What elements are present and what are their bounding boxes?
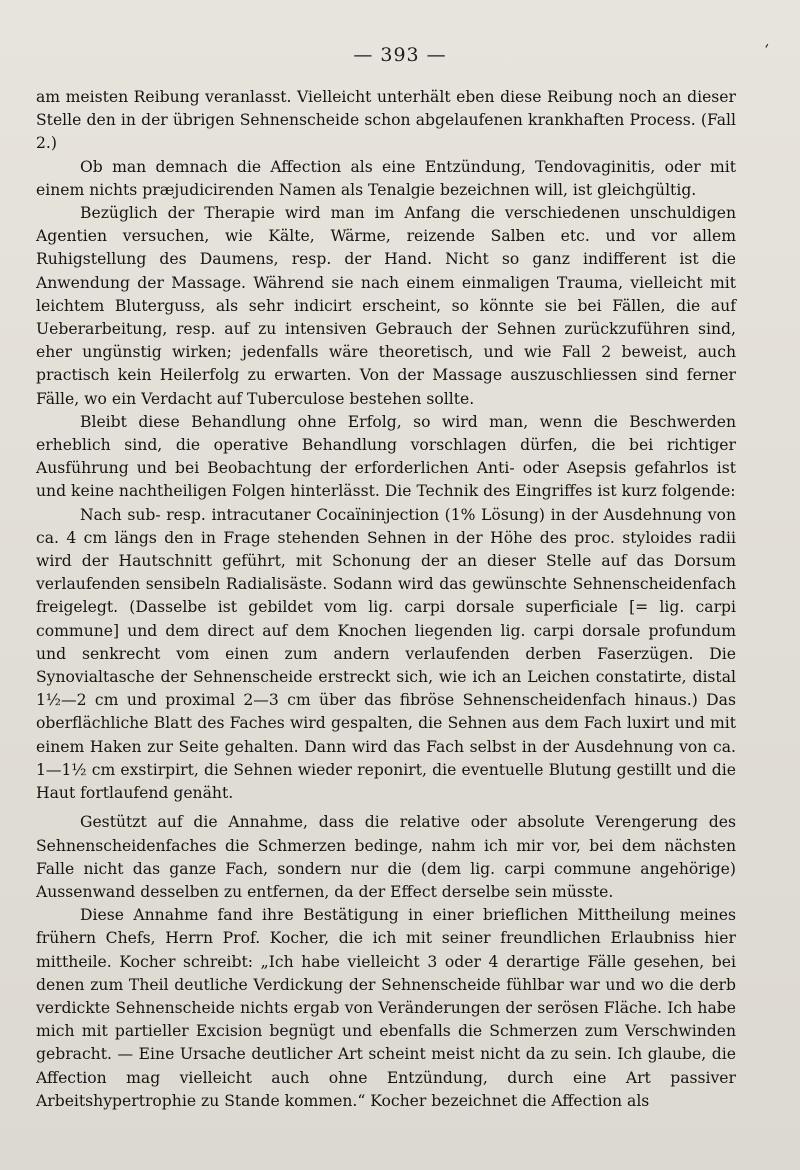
- corner-mark: ': [758, 41, 771, 58]
- paragraph-kocher-letter: Diese Annahme fand ihre Bestätigung in einer brieflichen Mittheilung meines frühern Chefs, Herrn Prof. Kocher, die ich mit seiner freundlichen Erlaubniss hier mittheile. Kocher schreibt: „Ich habe vielleicht 3 oder 4 derartige Fälle gesehen, bei denen zum Theil deutliche Verdickung der Sehnenscheide fühlbar war und wo die derb verdickte Sehnenscheide nichts ergab von Veränderungen der serösen Fläche. Ich habe mich mit partieller Excision begnügt und ebenfalls die Schmerzen zum Verschwinden gebracht. — Eine Ursache deutlicher Art scheint meist nicht da zu sein. Ich glaube, die Affection mag vielleicht auch ohne Entzündung, durch eine Art passiver Arbeitshypertrophie zu Stande kommen.“ Kocher bezeichnet die Affection als: [36, 906, 736, 1110]
- paragraph-affection-naming: Ob man demnach die Affection als eine Entzündung, Tendovaginitis, oder mit einem nichts præjudicirenden Namen als Tenalgie bezeichnen will, ist gleichgültig.: [36, 157, 736, 199]
- paragraph-assumption: Gestützt auf die Annahme, dass die relative oder absolute Verengerung des Sehnenscheidenfaches die Schmerzen bedinge, nahm ich mir vor, bei dem nächsten Falle nicht das ganze Fach, sondern nur die (dem lig. carpi commune angehörige) Aussenwand desselben zu entfernen, da der Effect derselbe sein müsste.: [36, 813, 736, 901]
- paragraph-therapy: Bezüglich der Therapie wird man im Anfang die verschiedenen unschuldigen Agentien versuchen, wie Kälte, Wärme, reizende Salben etc. und vor allem Ruhigstellung des Daumens, resp. der Hand. Nicht so ganz indifferent ist die Anwendung der Massage. Während sie nach einem einmaligen Trauma, vielleicht mit leichtem Bluterguss, als sehr indicirt erscheint, so könnte sie bei Fällen, die auf Ueberarbeitung, resp. auf zu intensiven Gebrauch der Sehnen zurückzuführen sind, eher ungünstig wirken; jedenfalls wäre theoretisch, und wie Fall 2 beweist, auch practisch kein Heilerfolg zu erwarten. Von der Massage auszuschliessen sind ferner Fälle, wo ein Verdacht auf Tuberculose bestehen sollte.: [36, 204, 736, 408]
- body-text: [36, 86, 736, 1113]
- page-number: — 393 —: [353, 44, 447, 66]
- paragraph-continuation: am meisten Reibung veranlasst. Vielleicht unterhält eben diese Reibung noch an dieser Stelle den in der übrigen Sehnenscheide schon abgelaufenen krankhaften Process. (Fall 2.): [36, 88, 736, 153]
- paragraph-operative-treatment: Bleibt diese Behandlung ohne Erfolg, so wird man, wenn die Beschwerden erheblich sind, die operative Behandlung vorschlagen dürfen, die bei richtiger Ausführung und bei Beobachtung der erforderlichen Anti- oder Asepsis gefahrlos ist und keine nachtheiligen Folgen hinterlässt. Die Technik des Eingriffes ist kurz folgende:: [36, 412, 736, 501]
- paragraph-technique: Nach sub- resp. intracutaner Cocaïninjection (1% Lösung) in der Ausdehnung von ca. 4 cm längs den in Frage stehenden Sehnen in der Höhe des proc. styloides radii wird der Hautschnitt geführt, mit Schonung der an dieser Stelle auf das Dorsum verlaufenden sensibeln Radialisäste. Sodann wird das gewünschte Sehnenscheidenfach freigelegt. (Dasselbe ist gebildet vom lig. carpi dorsale superficiale [= lig. carpi commune] und dem direct auf dem Knochen liegenden lig. carpi dorsale profundum und senkrecht vom einen zum andern verlaufenden derben Faserzügen. Die Synovialtasche der Sehnenscheide erstreckt sich, wie ich an Leichen constatirte, distal 1½—2 cm und proximal 2—3 cm über das fibröse Sehnenscheidenfach hinaus.) Das oberflächliche Blatt des Faches wird gespalten, die Sehnen aus dem Fach luxirt und mit einem Haken zur Seite gehalten. Dann wird das Fach selbst in der Ausdehnung von ca. 1—1½ cm exstirpirt, die Sehnen wieder reponirt, die eventuelle Blutung gestillt und die Haut fortlaufend genäht.: [36, 505, 736, 803]
